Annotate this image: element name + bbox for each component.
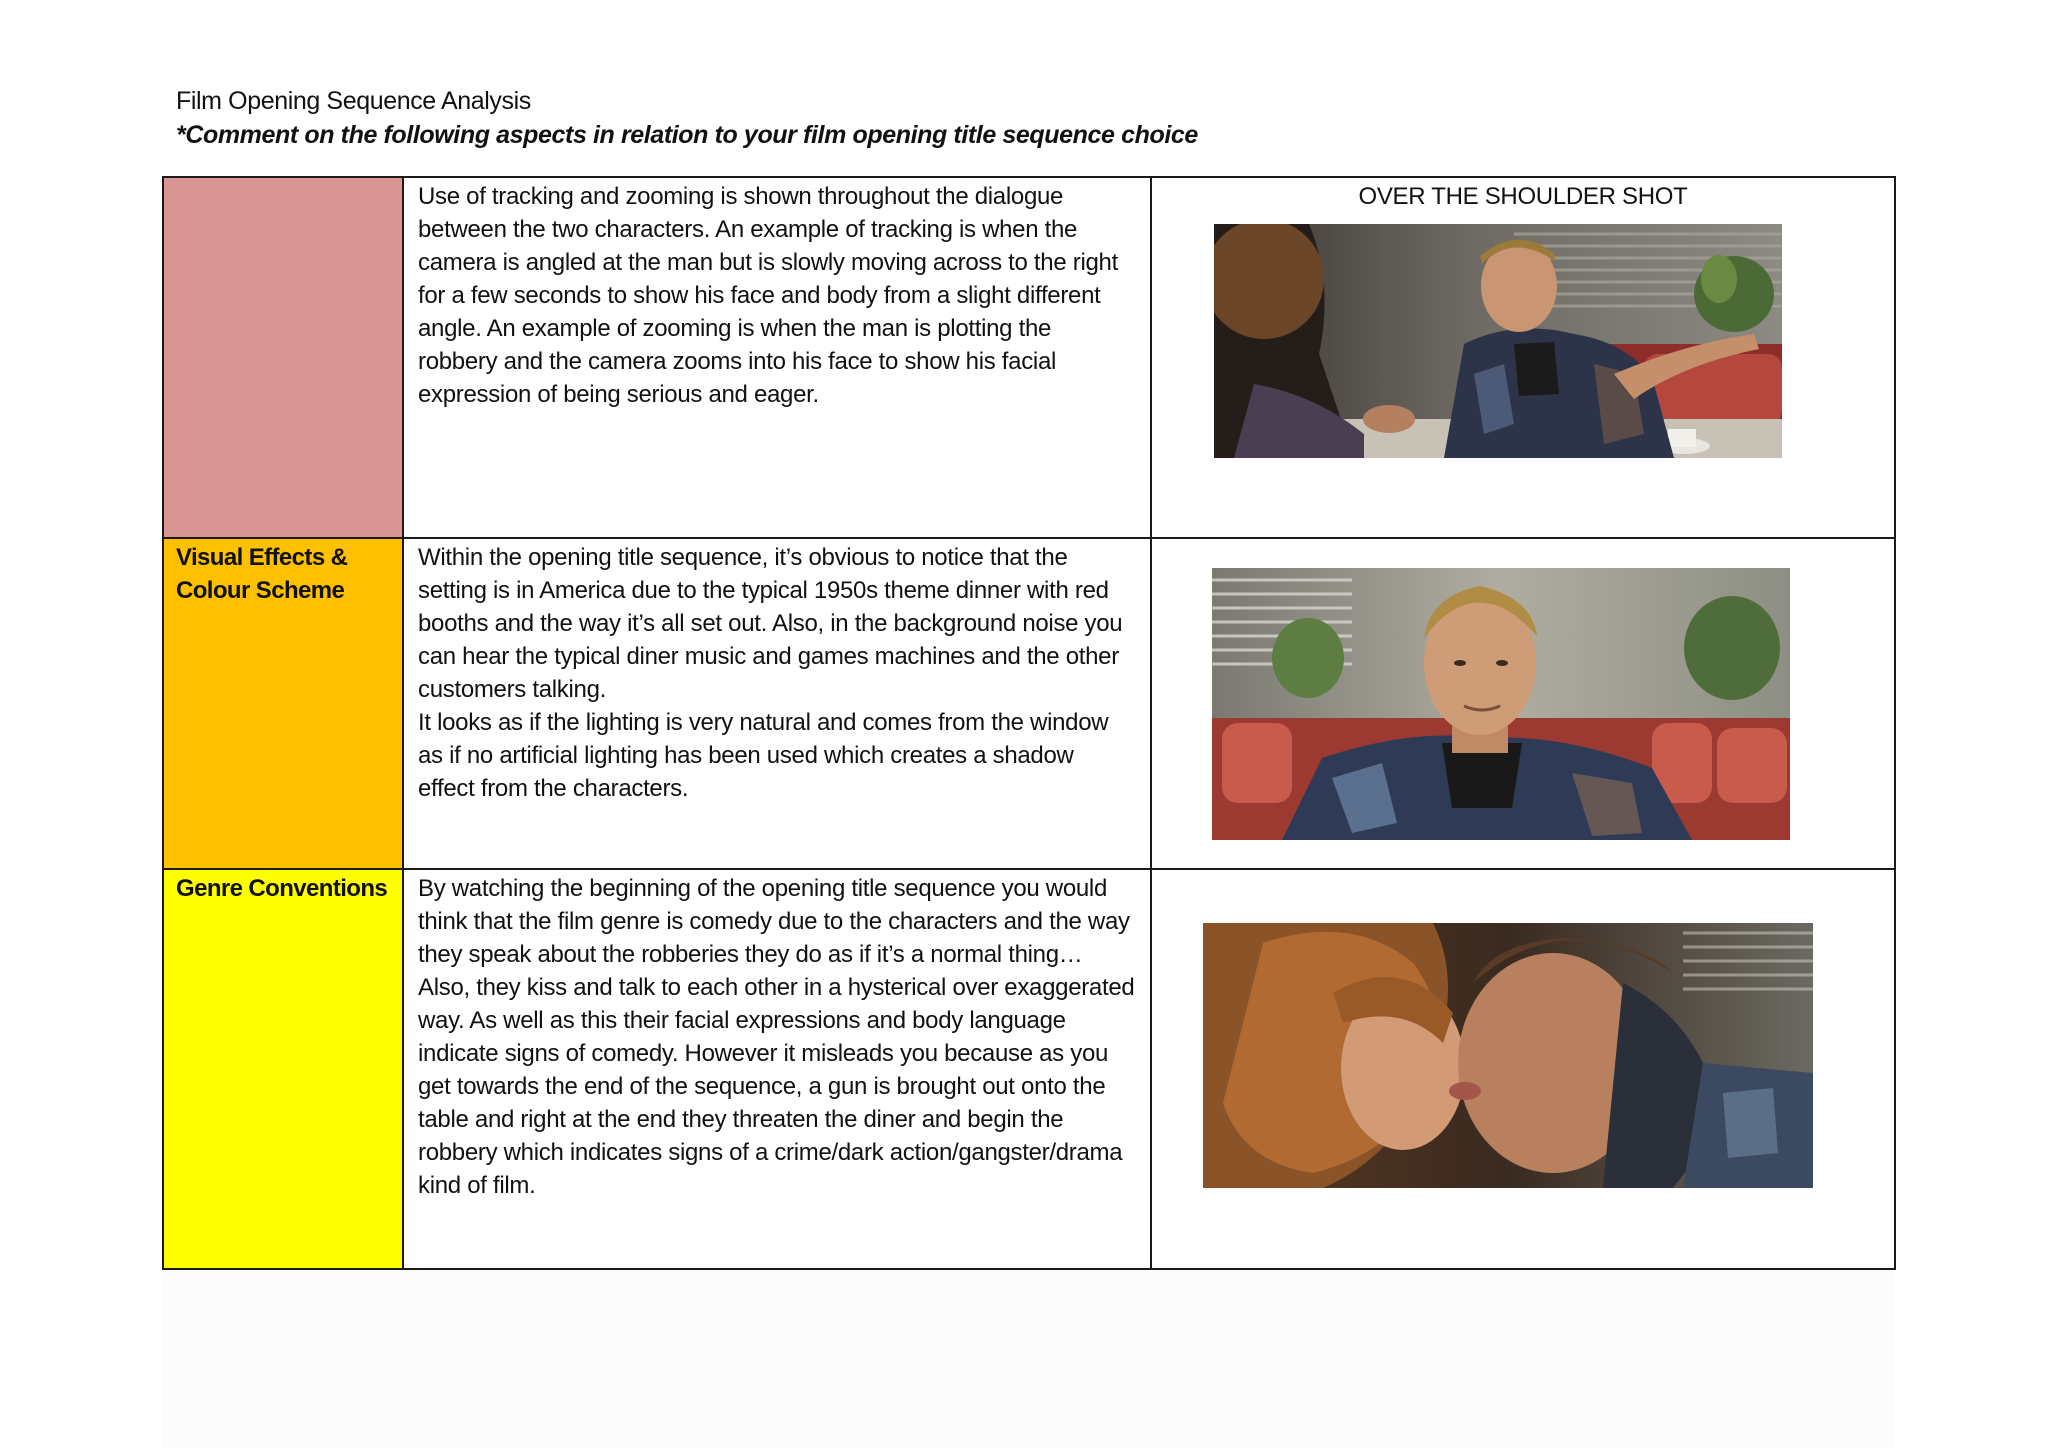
document-subtitle: *Comment on the following aspects in relation to your film opening title sequence choice bbox=[176, 121, 1198, 149]
row-text-cell bbox=[403, 869, 1151, 1269]
row-label: Genre Conventions bbox=[176, 875, 388, 902]
row-text-cell bbox=[403, 538, 1151, 869]
row-paragraph: By watching the beginning of the opening title sequence you would think that the film genre is comedy due to the characters and the way they speak about the robberies they do as if it’s a normal thing… Also, they kiss and talk to each other in a hysterical over exaggerated way. As well as this their facial expressions and body language indicate signs of comedy. However it misleads you because as you get towards the end of the sequence, a gun is brought out onto the table and right at the end they threaten the diner and begin the robbery which indicates signs of a crime/dark action/gangster/drama kind of film. bbox=[418, 875, 1135, 1199]
row-label-cell bbox=[163, 869, 403, 1269]
row-label-cell bbox=[163, 177, 403, 538]
row-image-cell bbox=[1151, 177, 1895, 538]
shot-caption: OVER THE SHOULDER SHOT bbox=[1358, 183, 1688, 210]
row-paragraph: Use of tracking and zooming is shown throughout the dialogue between the two characters. An example of tracking is when the camera is angled at the man but is slowly moving across to the right for a few seconds to show his face and body from a slight different angle. An example of zooming is when the man is plotting the robbery and the camera zooms into his face to show his facial expression of being serious and eager. bbox=[418, 183, 1118, 408]
table-row bbox=[163, 538, 1895, 869]
page-shade bbox=[162, 1264, 1894, 1448]
row-paragraph: Within the opening title sequence, it’s obvious to notice that the setting is in America due to the typical 1950s theme dinner with red booths and the way it’s all set out. Also, in the background noise you can hear the typical diner music and games machines and the other customers talking. bbox=[418, 544, 1123, 703]
table-row bbox=[163, 869, 1895, 1269]
diner-still-image bbox=[1214, 224, 1782, 458]
row-paragraph: It looks as if the lighting is very natural and comes from the window as if no artificial lighting has been used which creates a shadow effect from the characters. bbox=[418, 709, 1109, 802]
analysis-table bbox=[162, 176, 1896, 1270]
row-label-cell bbox=[163, 538, 403, 869]
couple-kissing-still-image bbox=[1203, 923, 1813, 1188]
row-label: Visual Effects & Colour Scheme bbox=[176, 544, 348, 604]
table-row bbox=[163, 177, 1895, 538]
diner-booth-still-image bbox=[1212, 568, 1790, 840]
row-text-cell bbox=[403, 177, 1151, 538]
document-title: Film Opening Sequence Analysis bbox=[176, 87, 531, 115]
row-image-cell bbox=[1151, 869, 1895, 1269]
row-image-cell bbox=[1151, 538, 1895, 869]
